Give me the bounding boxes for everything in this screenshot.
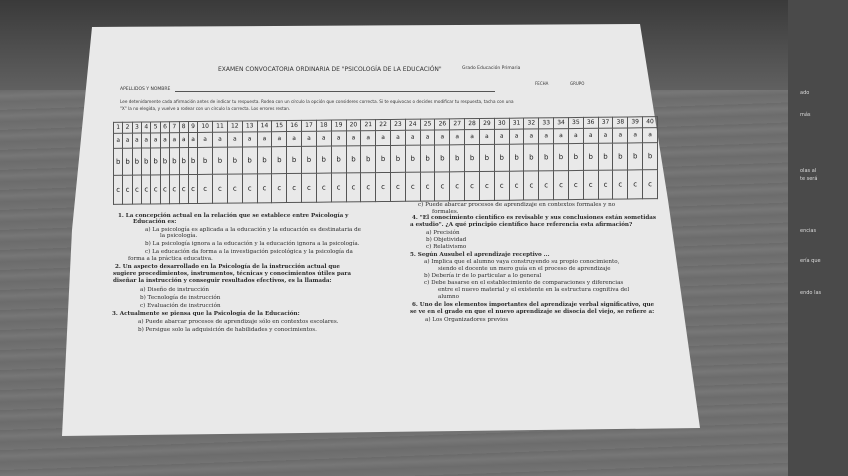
question-5-option-b: b) Debería ir de lo particular a lo general (424, 273, 542, 279)
answer-grid-cell-c[interactable]: c (435, 172, 450, 201)
answer-grid-cell-a[interactable]: a (539, 129, 554, 144)
answer-grid-cell-b[interactable]: b (227, 147, 242, 174)
question-4-title-cont: a estudio". ¿A qué principio científico hace referencia esta afirmación? (410, 222, 633, 228)
answer-grid-cell-b[interactable]: b (405, 145, 420, 172)
question-3-option-a: a) Puede abarcar procesos de aprendizaje sólo en contextos escolares. (138, 319, 339, 325)
answer-grid-cell-a[interactable]: a (114, 133, 123, 148)
answer-grid-number-cell: 7 (170, 122, 179, 133)
answer-grid-cell-b[interactable]: b (257, 147, 272, 174)
answer-grid-cell-a[interactable]: a (316, 131, 331, 146)
answer-grid-cell-b[interactable]: b (494, 144, 509, 171)
answer-grid-cell-b[interactable]: b (198, 147, 213, 174)
answer-grid-cell-b[interactable]: b (613, 143, 628, 170)
answer-grid-cell-b[interactable]: b (170, 148, 179, 175)
answer-grid-cell-a[interactable]: a (479, 129, 494, 144)
question-2-title-cont: sugiere procedimientos, instrumentos, técnicas y conocimientos útiles para (113, 271, 352, 277)
answer-grid-cell-c[interactable]: c (509, 171, 524, 200)
answer-grid-cell-c[interactable]: c (405, 172, 420, 201)
side-note: más (800, 112, 811, 118)
date-label: FECHA (535, 81, 549, 86)
question-2-option-a: a) Diseño de instrucción (140, 287, 209, 293)
side-note: olas al (800, 168, 817, 174)
answer-grid-number-cell: 17 (302, 120, 317, 131)
side-note: ado (800, 90, 810, 96)
answer-grid-number-cell: 16 (287, 120, 302, 131)
answer-grid-cell-c[interactable]: c (376, 172, 391, 201)
side-note: encias (800, 228, 817, 234)
answer-grid-cell-b[interactable]: b (479, 144, 494, 171)
answer-grid-cell-a[interactable]: a (450, 129, 465, 144)
answer-grid-number-cell: 9 (188, 121, 197, 132)
question-1-option-c: c) La educación da forma a la investigación psicológica y la psicología da (145, 249, 353, 255)
answer-grid-cell-a[interactable]: a (331, 131, 346, 146)
instructions-line-1: Lee detenidamente cada afirmación antes de indicar tu respuesta. Rodea con un círculo la opción que consideres correcta. Si te equivocas o decides modificar tu respuesta, tacha con una (120, 99, 514, 104)
answer-grid-cell-c[interactable]: c (643, 169, 658, 198)
answer-grid-cell-b[interactable]: b (188, 147, 197, 174)
question-3-option-c: c) Puede abarcar procesos de aprendizaje en contextos formales y no (418, 202, 616, 208)
answer-grid-cell-c[interactable]: c (287, 173, 302, 202)
answer-grid-number-cell: 27 (450, 119, 465, 130)
answer-grid-number-cell: 28 (465, 119, 480, 130)
answer-grid-cell-b[interactable]: b (179, 147, 188, 174)
answer-grid-number-cell: 23 (391, 119, 406, 130)
exam-grade: Grado Educación Primaria (462, 66, 521, 71)
answer-grid-cell-c[interactable]: c (628, 170, 643, 199)
answer-grid-cell-c[interactable]: c (123, 175, 132, 204)
answer-grid-number-cell: 12 (227, 121, 242, 132)
answer-grid-cell-c[interactable]: c (583, 170, 598, 199)
answer-grid-cell-b[interactable]: b (151, 148, 160, 175)
answer-grid-cell-a[interactable]: a (142, 133, 151, 148)
answer-grid-cell-b[interactable]: b (391, 145, 406, 172)
name-line (175, 91, 495, 92)
answer-grid-number-cell: 15 (272, 121, 287, 132)
side-note: ería que (800, 258, 821, 264)
question-1-option-b: b) La psicología ignora a la educación y la educación ignora a la psicología. (145, 241, 360, 247)
answer-grid-cell-c[interactable]: c (179, 174, 188, 203)
group-label: GRUPO (570, 81, 585, 86)
answer-grid-cell-a[interactable]: a (227, 132, 242, 147)
answer-grid-cell-b[interactable]: b (316, 146, 331, 173)
answer-grid-cell-a[interactable]: a (568, 128, 583, 143)
answer-grid-number-cell: 24 (405, 119, 420, 130)
answer-grid-cell-b[interactable]: b (465, 144, 480, 171)
answer-grid-cell-c[interactable]: c (450, 172, 465, 201)
answer-grid-cell-c[interactable]: c (465, 171, 480, 200)
answer-grid-cell-c[interactable]: c (272, 173, 287, 202)
question-5-option-c-cont: entre el nuevo material y el existente en la estructura cognitiva del (438, 287, 630, 293)
question-6-title: 6. Uno de los elementos importantes del aprendizaje verbal significativo, que (412, 302, 655, 308)
answer-grid-cell-a[interactable]: a (465, 129, 480, 144)
answer-grid-cell-a[interactable]: a (405, 130, 420, 145)
answer-grid-cell-c[interactable]: c (114, 175, 123, 204)
answer-grid-cell-a[interactable]: a (123, 133, 132, 148)
answer-grid-number-cell: 10 (198, 121, 213, 132)
answer-grid-number-cell: 25 (420, 119, 435, 130)
answer-grid-cell-a[interactable]: a (643, 127, 658, 142)
answer-grid-cell-c[interactable]: c (568, 170, 583, 199)
answer-grid-cell-a[interactable]: a (391, 130, 406, 145)
answer-grid-cell-a[interactable]: a (287, 131, 302, 146)
answer-grid-cell-c[interactable]: c (142, 175, 151, 204)
answer-grid-cell-c[interactable]: c (420, 172, 435, 201)
answer-grid-cell-c[interactable]: c (539, 171, 554, 200)
answer-grid-cell-c[interactable]: c (132, 175, 141, 204)
question-4-title: 4. "El conocimiento científico es revisable y sus conclusiones están sometidas (412, 215, 657, 221)
answer-grid-number-cell: 33 (539, 118, 554, 129)
answer-grid-cell-c[interactable]: c (361, 172, 376, 201)
question-3-option-b: b) Persigue solo la adquisición de habilidades y conocimientos. (138, 327, 317, 333)
question-4-option-b: b) Objetividad (426, 237, 467, 243)
answer-grid-cell-b[interactable]: b (331, 146, 346, 173)
answer-grid-number-cell: 5 (151, 122, 160, 133)
answer-grid-cell-b[interactable]: b (524, 144, 539, 171)
answer-grid-cell-a[interactable]: a (435, 130, 450, 145)
answer-grid-cell-a[interactable]: a (132, 133, 141, 148)
answer-grid-cell-a[interactable]: a (598, 128, 613, 143)
answer-grid-cell-b[interactable]: b (568, 143, 583, 170)
answer-grid-cell-c[interactable]: c (494, 171, 509, 200)
answer-grid-cell-a[interactable]: a (554, 128, 569, 143)
answer-grid-number-cell: 35 (568, 117, 583, 128)
question-5-option-c: c) Debe basarse en el establecimiento de comparaciones y diferencias (424, 280, 624, 286)
answer-grid-cell-a[interactable]: a (151, 133, 160, 148)
answer-grid-number-cell: 4 (142, 122, 151, 133)
question-4-option-a: a) Precisión (426, 230, 460, 236)
answer-grid-cell-b[interactable]: b (643, 143, 658, 170)
answer-grid-cell-a[interactable]: a (361, 130, 376, 145)
answer-grid-number-cell: 37 (598, 117, 613, 128)
answer-grid-cell-c[interactable]: c (257, 174, 272, 203)
question-2-option-c: c) Evaluación de instrucción (140, 303, 221, 309)
answer-grid-cell-b[interactable]: b (242, 147, 257, 174)
answer-grid-cell-b[interactable]: b (376, 145, 391, 172)
answer-grid-cell-c[interactable]: c (160, 175, 169, 204)
answer-grid-cell-c[interactable]: c (170, 175, 179, 204)
instructions-line-2: "X" la no elegida, y vuelve a rodear con un círculo la correcta. Los errores restan. (120, 106, 291, 111)
answer-grid-number-cell: 36 (583, 117, 598, 128)
answer-grid-cell-a[interactable]: a (213, 132, 228, 147)
question-5-title: 5. Según Ausubel el aprendizaje receptivo ... (410, 252, 550, 258)
answer-grid-cell-b[interactable]: b (628, 143, 643, 170)
answer-grid-cell-a[interactable]: a (302, 131, 317, 146)
answer-grid-number-cell: 2 (123, 122, 132, 133)
answer-grid-cell-b[interactable]: b (213, 147, 228, 174)
answer-grid-cell-a[interactable]: a (242, 132, 257, 147)
answer-grid-number-cell: 32 (524, 118, 539, 129)
answer-grid-cell-b[interactable]: b (554, 143, 569, 170)
answer-grid-number-cell: 3 (132, 122, 141, 133)
answer-grid-cell-b[interactable]: b (272, 146, 287, 173)
answer-grid-cell-a[interactable]: a (198, 132, 213, 147)
question-5-option-c-cont2: alumno (438, 294, 460, 300)
answer-grid-cell-b[interactable]: b (132, 148, 141, 175)
answer-grid-number-cell: 11 (213, 121, 228, 132)
answer-grid-cell-b[interactable]: b (539, 144, 554, 171)
answer-grid-number-cell: 39 (628, 117, 643, 128)
question-4-option-c: c) Relativismo (426, 244, 467, 250)
answer-grid-number-cell: 30 (494, 118, 509, 129)
answer-grid-cell-c[interactable]: c (346, 173, 361, 202)
answer-grid-cell-a[interactable]: a (509, 129, 524, 144)
answer-grid-cell-a[interactable]: a (188, 132, 197, 147)
question-1-option-a: a) La psicología es aplicada a la educación y la educación es destinataria de (145, 227, 361, 233)
question-2-title-cont2: diseñar la instrucción y conseguir resultados efectivos, es la llamada: (113, 278, 332, 284)
answer-grid-number-cell: 34 (554, 118, 569, 129)
answer-grid-cell-a[interactable]: a (613, 128, 628, 143)
answer-grid-cell-a[interactable]: a (257, 131, 272, 146)
answer-grid-cell-b[interactable]: b (598, 143, 613, 170)
question-3-title: 3. Actualmente se piensa que la Psicología de la Educación: (112, 311, 300, 317)
answer-grid-cell-b[interactable]: b (123, 148, 132, 175)
answer-grid-cell-a[interactable]: a (179, 132, 188, 147)
answer-grid-number-cell: 31 (509, 118, 524, 129)
exam-title: EXAMEN CONVOCATORIA ORDINARIA DE "PSICOLOGÍA DE LA EDUCACIÓN" (218, 66, 442, 73)
answer-grid-cell-b[interactable]: b (160, 148, 169, 175)
answer-grid-number-cell: 13 (242, 121, 257, 132)
answer-grid-cell-a[interactable]: a (346, 131, 361, 146)
answer-grid-number-cell: 29 (479, 118, 494, 129)
answer-grid-cell-c[interactable]: c (554, 170, 569, 199)
answer-grid-cell-c[interactable]: c (331, 173, 346, 202)
answer-grid-cell-b[interactable]: b (114, 148, 123, 175)
answer-grid-number-cell: 38 (613, 117, 628, 128)
answer-grid-number-cell: 6 (160, 122, 169, 133)
answer-grid-cell-c[interactable]: c (316, 173, 331, 202)
answer-grid-cell-c[interactable]: c (479, 171, 494, 200)
answer-grid-cell-b[interactable]: b (583, 143, 598, 170)
answer-grid-number-cell: 22 (376, 119, 391, 130)
answer-grid-cell-a[interactable]: a (583, 128, 598, 143)
answer-grid-cell-a[interactable]: a (170, 132, 179, 147)
side-note: endo las (800, 290, 822, 296)
answer-grid-cell-a[interactable]: a (420, 130, 435, 145)
answer-grid-cell-c[interactable]: c (213, 174, 228, 203)
answer-grid-cell-b[interactable]: b (142, 148, 151, 175)
answer-grid-cell-c[interactable]: c (302, 173, 317, 202)
answer-grid-number-cell: 18 (316, 120, 331, 131)
answer-grid-number-cell: 8 (179, 122, 188, 133)
answer-grid-cell-b[interactable]: b (346, 146, 361, 173)
question-5-option-a: a) Implica que el alumno vaya construyendo su propio conocimiento, (424, 259, 620, 265)
answer-grid-number-cell: 20 (346, 120, 361, 131)
answer-grid-cell-b[interactable]: b (287, 146, 302, 173)
answer-grid-cell-a[interactable]: a (628, 128, 643, 143)
answer-grid-cell-a[interactable]: a (524, 129, 539, 144)
answer-grid-cell-c[interactable]: c (242, 174, 257, 203)
answer-grid-cell-a[interactable]: a (376, 130, 391, 145)
question-1-option-a-cont: la psicología. (160, 233, 198, 239)
question-5-option-a-cont: siendo el docente un mero guía en el proceso de aprendizaje (438, 266, 611, 272)
name-label: APELLIDOS Y NOMBRE (120, 87, 171, 92)
answer-grid-cell-c[interactable]: c (188, 174, 197, 203)
answer-grid-cell-c[interactable]: c (613, 170, 628, 199)
answer-grid-cell-c[interactable]: c (524, 171, 539, 200)
answer-grid-cell-c[interactable]: c (151, 175, 160, 204)
answer-grid-cell-b[interactable]: b (420, 145, 435, 172)
answer-grid-cell-a[interactable]: a (494, 129, 509, 144)
question-6-title-cont: se ve en el grado en que el nuevo aprendizaje se disocia del viejo, se refiere a: (410, 309, 655, 315)
answer-grid (113, 116, 658, 205)
answer-grid-cell-a[interactable]: a (272, 131, 287, 146)
answer-grid-number-cell: 14 (257, 121, 272, 132)
question-3-option-c-cont: formales. (432, 209, 459, 215)
answer-grid-cell-c[interactable]: c (598, 170, 613, 199)
answer-grid-cell-c[interactable]: c (391, 172, 406, 201)
answer-grid-cell-b[interactable]: b (509, 144, 524, 171)
answer-grid-number-cell: 19 (331, 120, 346, 131)
answer-grid-cell-b[interactable]: b (302, 146, 317, 173)
question-2-option-b: b) Tecnología de instrucción (140, 295, 221, 301)
answer-grid-number-cell: 21 (361, 120, 376, 131)
question-6-option-a: a) Los Organizadores previos (425, 317, 509, 323)
answer-grid-cell-c[interactable]: c (227, 174, 242, 203)
answer-grid-cell-a[interactable]: a (160, 133, 169, 148)
answer-grid-cell-b[interactable]: b (450, 145, 465, 172)
question-1-title-cont: Educación es: (133, 219, 177, 225)
answer-grid-cell-b[interactable]: b (361, 145, 376, 172)
question-2-title: 2. Un aspecto desarrollado en la Psicología de la instrucción actual que (115, 264, 340, 270)
answer-grid-number-cell: 1 (114, 122, 123, 133)
answer-grid-number-cell: 26 (435, 119, 450, 130)
answer-grid-cell-c[interactable]: c (198, 174, 213, 203)
side-note: te será (800, 176, 818, 182)
question-1-option-c-cont: forma a la práctica educativa. (128, 256, 213, 262)
answer-grid-number-cell: 40 (643, 117, 658, 128)
question-1-title: 1. La concepción actual en la relación que se establece entre Psicología y (118, 213, 349, 219)
answer-grid-row-c (114, 169, 658, 204)
answer-grid-cell-b[interactable]: b (435, 145, 450, 172)
